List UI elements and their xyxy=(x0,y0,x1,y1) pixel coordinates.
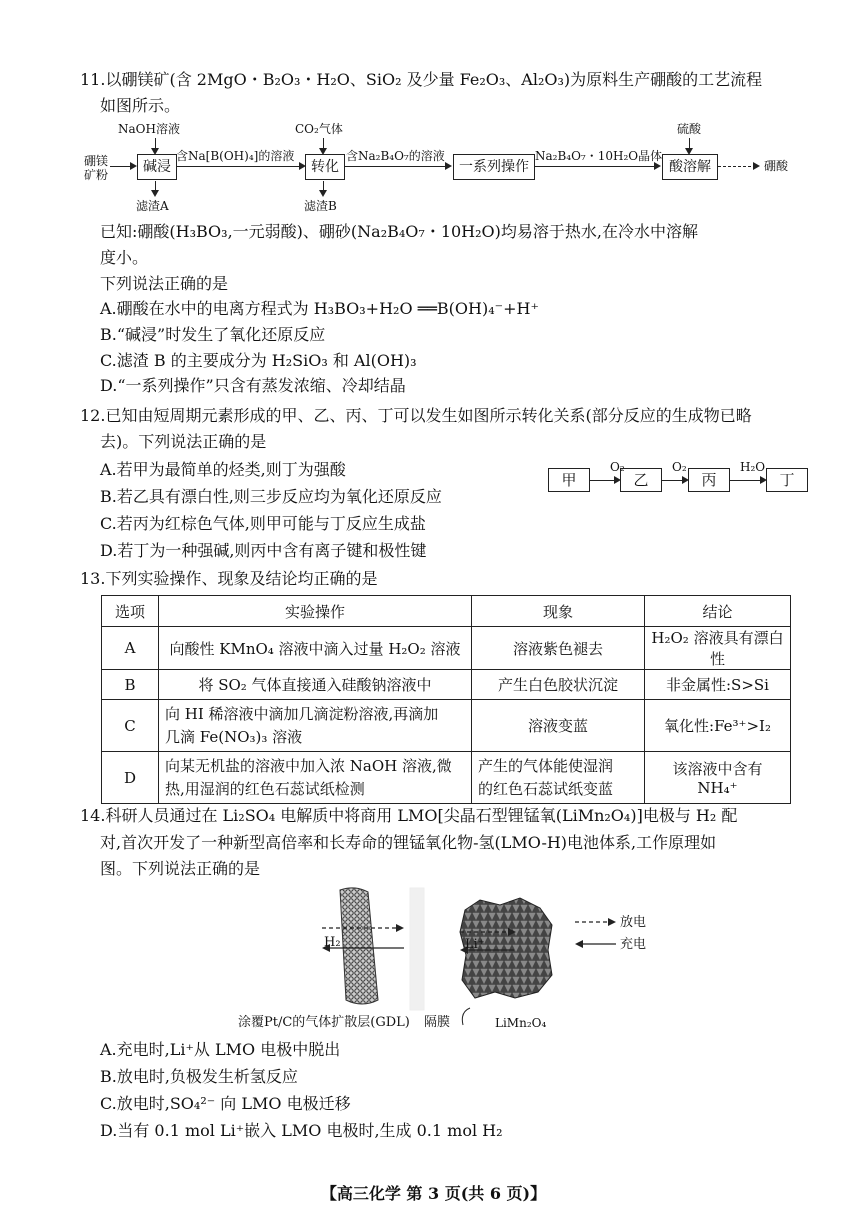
row-b-conclusion: 非金属性:S>Si xyxy=(645,670,791,700)
page-footer: 【高三化学 第 3 页(共 6 页)】 xyxy=(320,1184,547,1203)
row-d-conclusion: 该溶液中含有 NH₄⁺ xyxy=(645,752,791,804)
row-d-operation-line1: 向某无机盐的溶液中加入浓 NaOH 溶液,微 xyxy=(165,756,452,775)
chain-reagent-1: O₂ xyxy=(610,460,625,474)
chain-reagent-2: O₂ xyxy=(672,460,687,474)
row-c-operation-line2: 几滴 Fe(NO₃)₃ 溶液 xyxy=(165,727,303,746)
row-a-conclusion: H₂O₂ 溶液具有漂白性 xyxy=(645,627,791,670)
row-c-conclusion: 氧化性:Fe³⁺>I₂ xyxy=(645,700,791,752)
row-c-option: C xyxy=(102,700,159,752)
fig-legend-discharge: 放电 xyxy=(620,915,647,930)
header-option: 选项 xyxy=(102,596,159,627)
q11-option-b: B.“碱浸”时发生了氧化还原反应 xyxy=(100,325,326,344)
row-d-option: D xyxy=(102,752,159,804)
row-a-option: A xyxy=(102,627,159,670)
fig-li-label: Li⁺ xyxy=(465,937,485,952)
q11-option-a: A.硼酸在水中的电离方程式为 H₃BO₃+H₂O ══B(OH)₄⁻+H⁺ xyxy=(100,299,539,318)
q12-option-d: D.若丁为一种强碱,则丙中含有离子键和极性键 xyxy=(100,541,427,560)
chain-yi: 乙 xyxy=(620,468,662,492)
row-c-operation xyxy=(159,700,472,752)
flow-arrow2-label: 含Na₂B₄O₇的溶液 xyxy=(346,149,445,163)
row-b-operation: 将 SO₂ 气体直接通入硅酸钠溶液中 xyxy=(159,670,472,700)
chain-reagent-3: H₂O xyxy=(740,460,766,474)
q11-question: 下列说法正确的是 xyxy=(100,274,229,293)
flow-box-alkali-leach: 碱浸 xyxy=(137,154,177,180)
row-c-operation-line1: 向 HI 稀溶液中滴加几滴淀粉溶液,再滴加 xyxy=(165,704,439,723)
q12-option-c: C.若丙为红棕色气体,则甲可能与丁反应生成盐 xyxy=(100,514,426,533)
row-b-option: B xyxy=(102,670,159,700)
row-d-phenomenon-line2: 的红色石蕊试纸变蓝 xyxy=(478,779,614,798)
q12-option-a: A.若甲为最简单的烃类,则丁为强酸 xyxy=(100,460,346,479)
flow-arrow1-label: 含Na[B(OH)₄]的溶液 xyxy=(176,149,295,163)
chain-jia: 甲 xyxy=(548,468,590,492)
gdl-electrode-shape xyxy=(340,888,378,1004)
flow-box4-reagent: 硫酸 xyxy=(677,122,702,136)
table-row xyxy=(102,752,791,804)
q11-option-d: D.“一系列操作”只含有蒸发浓缩、冷却结晶 xyxy=(100,376,406,395)
q13-table xyxy=(101,595,791,804)
q14-stem-line3: 图。下列说法正确的是 xyxy=(100,859,261,878)
flow-box1-reagent: NaOH溶液 xyxy=(118,122,180,136)
flow-box-series-ops: 一系列操作 xyxy=(453,154,535,180)
fig-membrane-label: 隔膜 xyxy=(424,1015,451,1030)
table-row xyxy=(102,670,791,700)
flow-box-acid-dissolve: 酸溶解 xyxy=(662,154,718,180)
flow-residue-b: 滤渣B xyxy=(304,199,337,213)
row-d-operation-line2: 热,用湿润的红色石蕊试纸检测 xyxy=(165,779,365,798)
row-a-phenomenon: 溶液紫色褪去 xyxy=(472,627,645,670)
chain-ding: 丁 xyxy=(766,468,808,492)
chain-bing: 丙 xyxy=(688,468,730,492)
q14-option-b: B.放电时,负极发生析氢反应 xyxy=(100,1067,298,1086)
q11-option-c: C.滤渣 B 的主要成分为 H₂SiO₃ 和 Al(OH)₃ xyxy=(100,351,417,370)
q11-stem-line2: 如图所示。 xyxy=(100,96,181,115)
q11-known-line1: 已知:硼酸(H₃BO₃,一元弱酸)、硼砂(Na₂B₄O₇・10H₂O)均易溶于热水,在冷水中溶解 xyxy=(100,222,698,241)
row-c-phenomenon: 溶液变蓝 xyxy=(472,700,645,752)
row-a-operation: 向酸性 KMnO₄ 溶液中滴入过量 H₂O₂ 溶液 xyxy=(159,627,472,670)
table-row xyxy=(102,627,791,670)
flow-box-convert: 转化 xyxy=(305,154,345,180)
q11-known-line2: 度小。 xyxy=(100,248,149,267)
q14-option-a: A.充电时,Li⁺从 LMO 电极中脱出 xyxy=(100,1040,341,1059)
q12-option-b: B.若乙具有漂白性,则三步反应均为氧化还原反应 xyxy=(100,487,442,506)
header-operation: 实验操作 xyxy=(159,596,472,627)
battery-schematic xyxy=(300,880,680,1030)
fig-legend-charge: 充电 xyxy=(620,937,647,952)
row-d-operation xyxy=(159,752,472,804)
q12-stem-line2: 去)。下列说法正确的是 xyxy=(100,432,267,451)
flow-product: 硼酸 xyxy=(764,159,789,173)
flow-arrow3-label: Na₂B₄O₇・10H₂O晶体 xyxy=(535,149,663,163)
q13-stem: 13.下列实验操作、现象及结论均正确的是 xyxy=(80,569,378,588)
table-row xyxy=(102,700,791,752)
q12-stem-line1: 12.已知由短周期元素形成的甲、乙、丙、丁可以发生如图所示转化关系(部分反应的生成物已略 xyxy=(80,406,752,425)
q14-option-d: D.当有 0.1 mol Li⁺嵌入 LMO 电极时,生成 0.1 mol H₂ xyxy=(100,1121,503,1140)
row-d-phenomenon xyxy=(472,752,645,804)
flow-box2-reagent: CO₂气体 xyxy=(295,122,343,136)
flow-residue-a: 滤渣A xyxy=(136,199,169,213)
fig-gdl-label: 涂覆Pt/C的气体扩散层(GDL) xyxy=(238,1015,410,1030)
q14-stem-line2: 对,首次开发了一种新型高倍率和长寿命的锂锰氧化物-氢(LMO-H)电池体系,工作原理如 xyxy=(100,833,717,852)
flow-raw-material: 硼镁矿粉 xyxy=(84,154,109,182)
q14-option-c: C.放电时,SO₄²⁻ 向 LMO 电极迁移 xyxy=(100,1094,351,1113)
table-header-row xyxy=(102,596,791,627)
header-conclusion: 结论 xyxy=(645,596,791,627)
row-d-phenomenon-line1: 产生的气体能使湿润 xyxy=(478,756,614,775)
fig-h2-label: H₂ xyxy=(324,935,341,950)
row-b-phenomenon: 产生白色胶状沉淀 xyxy=(472,670,645,700)
q11-stem-line1: 11.以硼镁矿(含 2MgO・B₂O₃・H₂O、SiO₂ 及少量 Fe₂O₃、Al₂O₃)为原料生产硼酸的工艺流程 xyxy=(80,70,763,89)
fig-lmo-label: LiMn₂O₄ xyxy=(495,1016,547,1030)
q14-stem-line1: 14.科研人员通过在 Li₂SO₄ 电解质中将商用 LMO[尖晶石型锂锰氧(LiMn₂O₄)]电极与 H₂ 配 xyxy=(80,806,738,825)
header-phenomenon: 现象 xyxy=(472,596,645,627)
